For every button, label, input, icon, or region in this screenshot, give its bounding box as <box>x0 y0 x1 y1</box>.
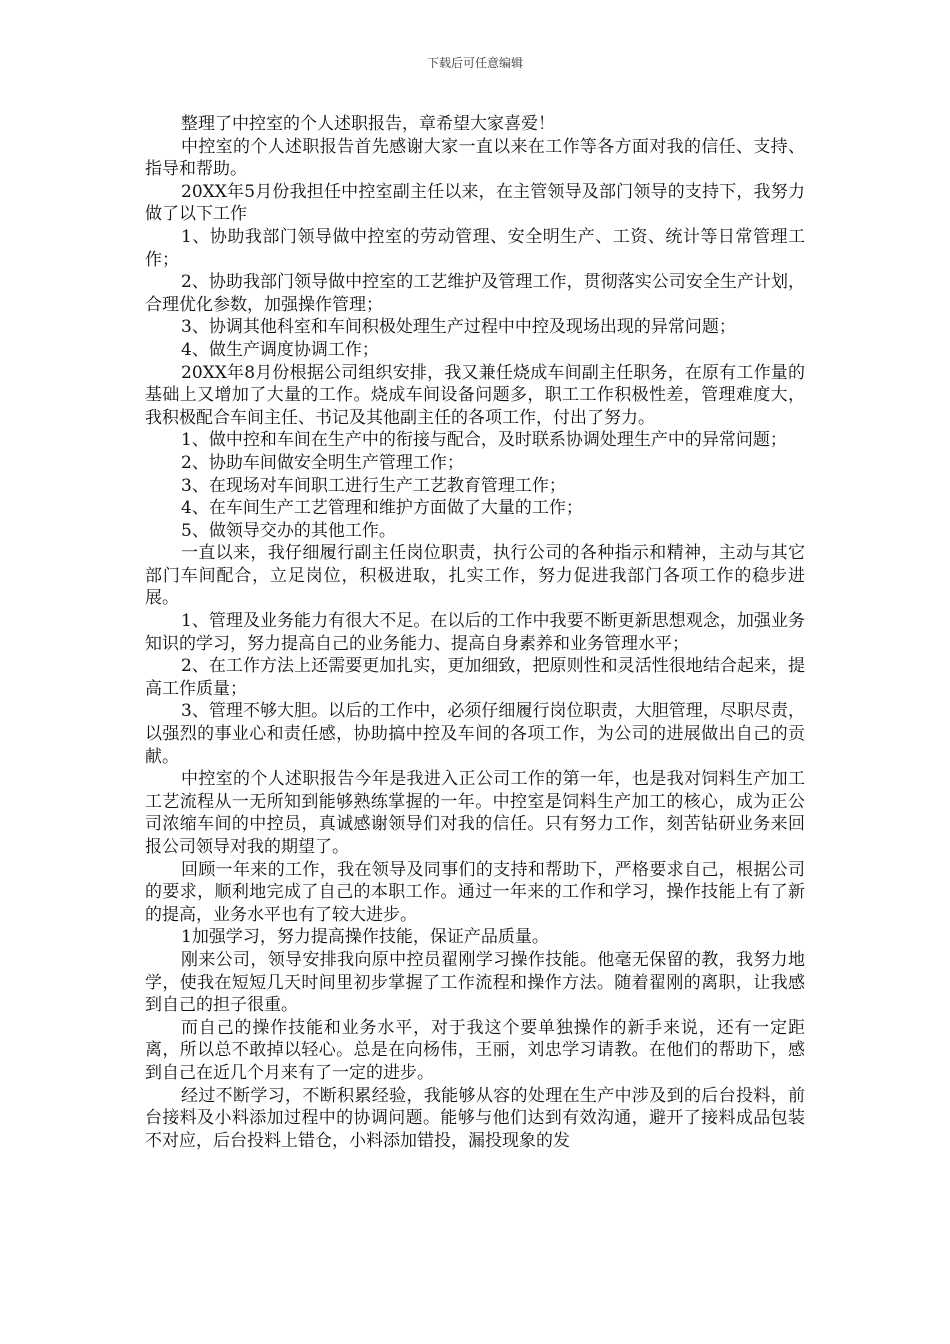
paragraph: 整理了中控室的个人述职报告，章希望大家喜爱！ <box>181 114 555 134</box>
paragraph: 3、管理不够大胆。以后的工作中，必须仔细履行岗位职责，大胆管理，尽职尽责，以强烈的事业心和责任感，协助搞中控及车间的各项工作，为公司的进展做出自己的贡献。 <box>145 701 805 767</box>
paragraph: 4、做生产调度协调工作； <box>181 339 379 360</box>
paragraph: 1加强学习，努力提高操作技能，保证产品质量。 <box>181 927 549 948</box>
paragraph: 2、协助我部门领导做中控室的工艺维护及管理工作，贯彻落实公司安全生产计划，合理优化参数，加强操作管理； <box>145 272 805 315</box>
paragraph: 1、做中控和车间在生产中的衔接与配合，及时联系协调处理生产中的异常问题； <box>181 430 787 451</box>
paragraph: 回顾一年来的工作，我在领导及同事们的支持和帮助下，严格要求自己，根据公司的要求，顺利地完成了自己的本职工作。通过一年来的工作和学习，操作技能上有了新的提高，业务水平也有了较大进步。 <box>145 859 805 925</box>
page-header-note: 下载后可任意编辑 <box>426 56 523 70</box>
paragraph: 中控室的个人述职报告首先感谢大家一直以来在工作等各方面对我的信任、支持、指导和帮助。 <box>145 136 805 180</box>
document-body <box>145 113 805 1152</box>
paragraph: 3、在现场对车间职工进行生产工艺教育管理工作； <box>181 475 566 496</box>
paragraph: 20XX年5月份我担任中控室副主任以来，在主管领导及部门领导的支持下，我努力做了以下工作 <box>145 181 805 225</box>
paragraph: 刚来公司，领导安排我向原中控员翟刚学习操作技能。他毫无保留的教，我努力地学，使我在短短几天时间里初步掌握了工作流程和操作方法。随着翟刚的离职，让我感到自己的担子很重。 <box>145 949 805 1016</box>
paragraph: 而自己的操作技能和业务水平，对于我这个要单独操作的新手来说，还有一定距离，所以总不敢掉以轻心。总是在向杨伟，王丽，刘忠学习请教。在他们的帮助下，感到自己在近几个月来有了一定的进步。 <box>145 1017 805 1083</box>
paragraph: 2、在工作方法上还需要更加扎实，更加细致，把原则性和灵活性很地结合起来，提高工作质量； <box>145 656 805 699</box>
paragraph: 经过不断学习，不断积累经验，我能够从容的处理在生产中涉及到的后台投料，前台接料及小料添加过程中的协调问题。能够与他们达到有效沟通，避开了接料成品包装不对应，后台投料上错仓，小料添加错投，漏投现象的发 <box>145 1085 805 1151</box>
paragraph: 1、协助我部门领导做中控室的劳动管理、安全明生产、工资、统计等日常管理工作； <box>145 226 805 270</box>
paragraph: 1、管理及业务能力有很大不足。在以后的工作中我要不断更新思想观念，加强业务知识的学习，努力提高自己的业务能力、提高自身素养和业务管理水平； <box>145 611 805 654</box>
paragraph: 3、协调其他科室和车间积极处理生产过程中中控及现场出现的异常问题； <box>181 317 736 338</box>
paragraph: 一直以来，我仔细履行副主任岗位职责，执行公司的各种指示和精神，主动与其它部门车间配合，立足岗位，积极进取，扎实工作，努力促进我部门各项工作的稳步进展。 <box>145 543 805 609</box>
paragraph: 5、做领导交办的其他工作。 <box>181 520 396 541</box>
paragraph: 20XX年8月份根据公司组织安排，我又兼任烧成车间副主任职务，在原有工作量的基础上又增加了大量的工作。烧成车间设备问题多，职工工作积极性差，管理难度大，我积极配合车间主任、书记及其他副主任的各项工作，付出了努力。 <box>145 362 805 428</box>
paragraph: 4、在车间生产工艺管理和维护方面做了大量的工作； <box>181 498 583 519</box>
paragraph: 中控室的个人述职报告今年是我进入正公司工作的第一年，也是我对饲料生产加工工艺流程从一无所知到能够熟练掌握的一年。中控室是饲料生产加工的核心，成为正公司浓缩车间的中控员，真诚感谢领导们对我的信任。只有努力工作，刻苦钻研业务来回报公司领导对我的期望了。 <box>145 769 805 857</box>
paragraph: 2、协助车间做安全明生产管理工作； <box>181 452 464 473</box>
